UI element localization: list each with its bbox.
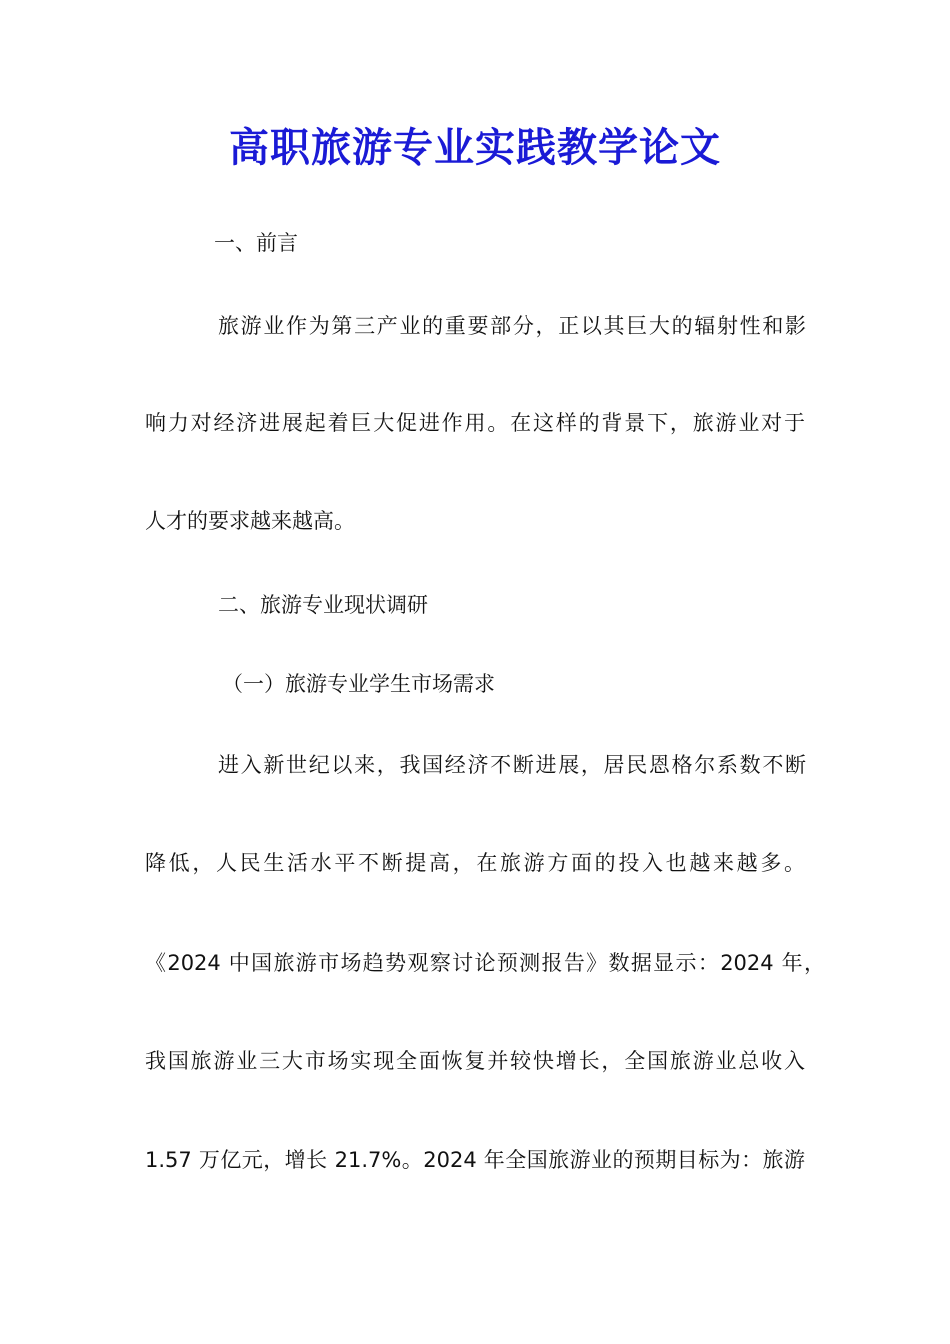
paragraph-line: 我国旅游业三大市场实现全面恢复并较快增长，全国旅游业总收入 (145, 1049, 805, 1073)
paragraph-line: 响力对经济进展起着巨大促进作用。在这样的背景下，旅游业对于 (145, 411, 805, 435)
section-heading-preface: 一、前言 (214, 231, 298, 255)
section-heading-survey: 二、旅游专业现状调研 (218, 593, 428, 617)
document-title: 高职旅游专业实践教学论文 (229, 124, 721, 171)
paragraph-line: 人才的要求越来越高。 (145, 509, 355, 533)
paragraph-line: 进入新世纪以来，我国经济不断进展，居民恩格尔系数不断 (218, 753, 806, 777)
paragraph-line: 1.57 万亿元，增长 21.7%。2024 年全国旅游业的预期目标为：旅游 (145, 1148, 805, 1172)
subsection-heading: （一）旅游专业学生市场需求 (222, 672, 495, 696)
paragraph-line: 降低，人民生活水平不断提高，在旅游方面的投入也越来越多。 (145, 851, 805, 875)
paragraph-line: 《2024 中国旅游市场趋势观察讨论预测报告》数据显示：2024 年， (145, 951, 825, 975)
paragraph-line: 旅游业作为第三产业的重要部分，正以其巨大的辐射性和影 (218, 314, 806, 338)
